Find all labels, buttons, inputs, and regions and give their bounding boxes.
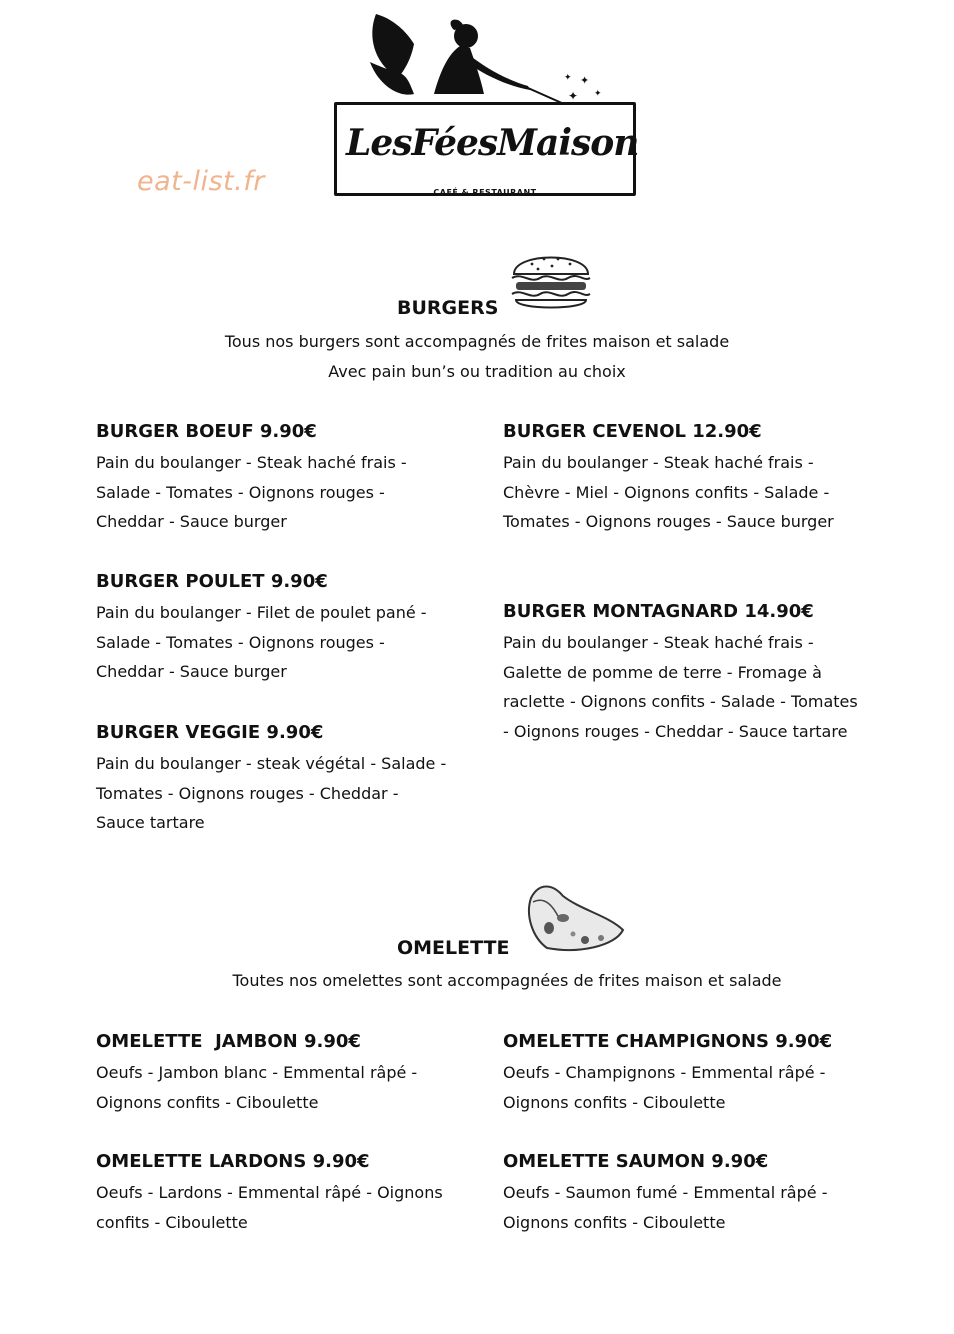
burgers-section-title: BURGERS: [397, 297, 499, 319]
omelette-icon: [519, 876, 631, 956]
menu-item-description: Oeufs - Jambon blanc - Emmental râpé - Oignons confits - Ciboulette: [96, 1063, 418, 1112]
menu-item-description: Pain du boulanger - Steak haché frais - Chèvre - Miel - Oignons confits - Salade - Tomates - Oignons rouges - Sauce burger: [503, 453, 834, 531]
svg-text:✦: ✦: [580, 74, 590, 87]
svg-text:✦: ✦: [564, 73, 572, 83]
menu-item-title: BURGER CEVENOL 12.90€: [503, 421, 762, 442]
menu-item-burger-boeuf: [96, 419, 451, 537]
menu-item-burger-cevenol: [503, 419, 858, 537]
omelette-section-description: Toutes nos omelettes sont accompagnées de frites maison et salade: [232, 971, 782, 990]
logo-name: LesFéesMaison: [346, 122, 639, 164]
menu-item-description: Pain du boulanger - steak végétal - Salade - Tomates - Oignons rouges - Cheddar - Sauce tartare: [96, 754, 447, 832]
menu-item-description: Pain du boulanger - Steak haché frais - Salade - Tomates - Oignons rouges - Cheddar - Sauce burger: [96, 453, 407, 531]
fairy-icon: [368, 14, 608, 114]
omelette-section-title: OMELETTE: [397, 937, 510, 959]
menu-item-description: Pain du boulanger - Filet de poulet pané - Salade - Tomates - Oignons rouges - Cheddar - Sauce burger: [96, 603, 427, 681]
menu-item-omelette-champignons: [503, 1029, 858, 1117]
menu-item-omelette-saumon: [503, 1149, 858, 1237]
watermark: eat-list.fr: [137, 166, 265, 197]
menu-item-title: BURGER BOEUF 9.90€: [96, 421, 317, 442]
menu-item-burger-montagnard: [503, 599, 858, 746]
menu-item-burger-poulet: [96, 569, 451, 687]
svg-text:✦: ✦: [594, 89, 602, 99]
logo-subtitle: CAFÉ & RESTAURANT: [433, 188, 537, 197]
menu-item-description: Oeufs - Lardons - Emmental râpé - Oignons confits - Ciboulette: [96, 1183, 443, 1232]
menu-item-description: Oeufs - Saumon fumé - Emmental râpé - Oignons confits - Ciboulette: [503, 1183, 828, 1232]
menu-item-burger-veggie: [96, 720, 451, 838]
burgers-section-description-2: Avec pain bun’s ou tradition au choix: [328, 362, 626, 381]
restaurant-logo: [334, 14, 640, 200]
menu-item-description: Oeufs - Champignons - Emmental râpé - Oignons confits - Ciboulette: [503, 1063, 826, 1112]
menu-item-title: BURGER VEGGIE 9.90€: [96, 722, 324, 743]
menu-item-title: BURGER POULET 9.90€: [96, 571, 328, 592]
menu-item-title: OMELETTE LARDONS 9.90€: [96, 1151, 370, 1172]
menu-item-omelette-jambon: [96, 1029, 451, 1117]
burger-icon: [508, 244, 594, 314]
menu-item-title: BURGER MONTAGNARD 14.90€: [503, 601, 814, 622]
menu-item-title: OMELETTE CHAMPIGNONS 9.90€: [503, 1031, 833, 1052]
burgers-section-description: Tous nos burgers sont accompagnés de frites maison et salade: [224, 332, 730, 351]
svg-text:✦: ✦: [568, 89, 579, 103]
menu-item-omelette-lardons: [96, 1149, 451, 1237]
menu-item-title: OMELETTE SAUMON 9.90€: [503, 1151, 769, 1172]
menu-item-title: OMELETTE JAMBON 9.90€: [96, 1031, 361, 1052]
menu-item-description: Pain du boulanger - Steak haché frais - Galette de pomme de terre - Fromage à raclette - Oignons confits - Salade - Tomates - Oignons rouges - Cheddar - Sauce tartare: [503, 633, 858, 741]
